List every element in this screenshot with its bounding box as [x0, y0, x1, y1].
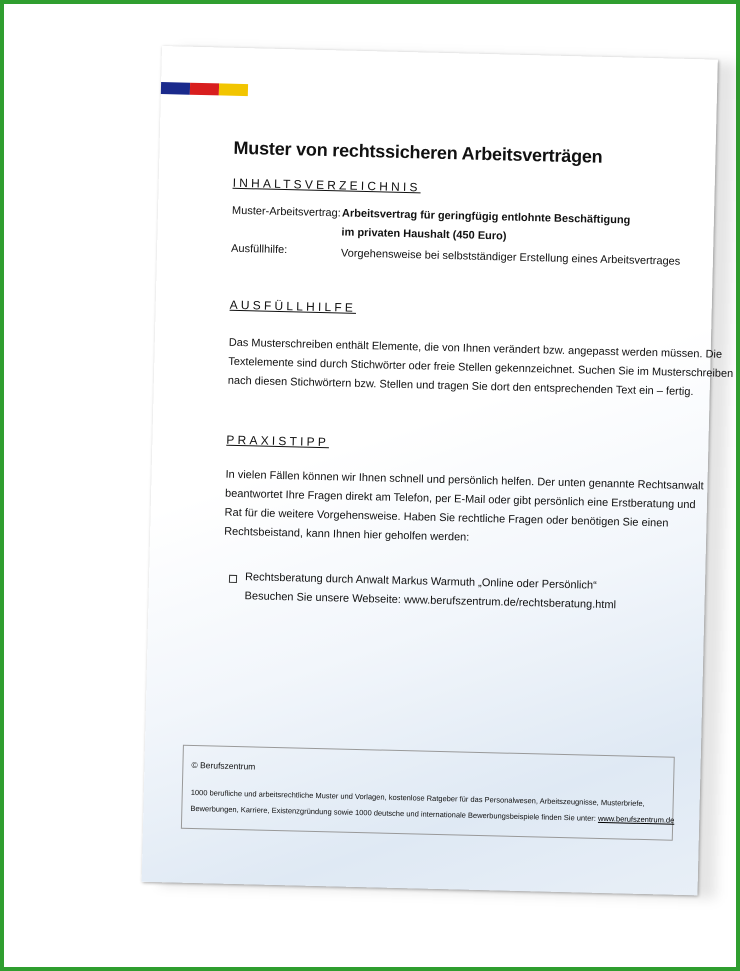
footer-link[interactable]: www.berufszentrum.de	[597, 813, 675, 825]
fill-help-paragraph	[227, 334, 734, 402]
tip-line: beantwortet Ihre Fragen direkt am Telefon, per E-Mail oder gibt persönlich eine Erstberatung und	[224, 487, 696, 512]
footer-line1: 1000 berufliche und arbeitsrechtliche Muster und Vorlagen, kostenlose Ratgeber für das Personalwesen, Arbeitszeugnisse, Musterbriefe,	[190, 787, 645, 809]
fill-help-heading: AUSFÜLLHILFE	[229, 297, 357, 315]
flag-stripes	[161, 82, 248, 96]
toc-label-help: Ausfüllhilfe:	[230, 242, 288, 257]
tip-line: Rat für die weitere Vorgehensweise. Haben Sie rechtliche Fragen oder benötigen Sie einen	[224, 506, 669, 530]
tip-heading: PRAXISTIPP	[226, 432, 330, 450]
toc-value-contract-line2: im privaten Haushalt (450 Euro)	[341, 226, 507, 243]
document-title: Muster von rechtssicheren Arbeitsverträgen	[233, 137, 603, 167]
tip-paragraph	[224, 466, 704, 553]
footer-line2	[190, 804, 674, 825]
tip-bullet-line1: Rechtsberatung durch Anwalt Markus Warmuth „Online oder Persönlich“	[244, 571, 597, 592]
tip-line: In vielen Fällen können wir Ihnen schnell und persönlich helfen. Der unten genannte Rechtsanwalt	[225, 468, 704, 493]
checkbox-bullet-icon	[229, 575, 237, 583]
toc-value-help: Vorgehensweise bei selbstständiger Erstellung eines Arbeitsvertrages	[340, 247, 681, 268]
flag-stripe-red	[190, 83, 219, 96]
toc-value-contract-line1: Arbeitsvertrag für geringfügig entlohnte Beschäftigung	[341, 207, 631, 227]
footer-copyright: © Berufszentrum	[191, 759, 256, 772]
footer-box	[181, 745, 675, 841]
tip-line: Rechtsbeistand, kann Ihnen hier geholfen werden:	[224, 525, 470, 544]
toc-label-contract: Muster-Arbeitsvertrag:	[231, 204, 341, 220]
tip-bullet-line2: Besuchen Sie unsere Webseite: www.berufszentrum.de/rechtsberatung.html	[244, 590, 617, 612]
toc-heading: INHALTSVERZEICHNIS	[232, 175, 421, 195]
fill-help-line: Das Musterschreiben enthält Elemente, die von Ihnen verändert bzw. angepasst werden müssen. Die	[228, 336, 723, 361]
fill-help-line: Textelemente sind durch Stichwörter oder freie Stellen gekennzeichnet. Suchen Sie im Musterschreiben	[228, 355, 734, 381]
footer-line2-text: Bewerbungen, Karriere, Existenzgründung sowie 1000 deutsche und internationale Bewerbungsbeispiele finden Sie unter:	[190, 803, 599, 823]
flag-stripe-blue	[161, 82, 190, 95]
fill-help-line: nach diesen Stichwörtern bzw. Stellen und tragen Sie dort den entsprechenden Text ein – fertig.	[227, 374, 694, 399]
document-page	[142, 46, 734, 895]
flag-stripe-yellow	[219, 83, 248, 96]
